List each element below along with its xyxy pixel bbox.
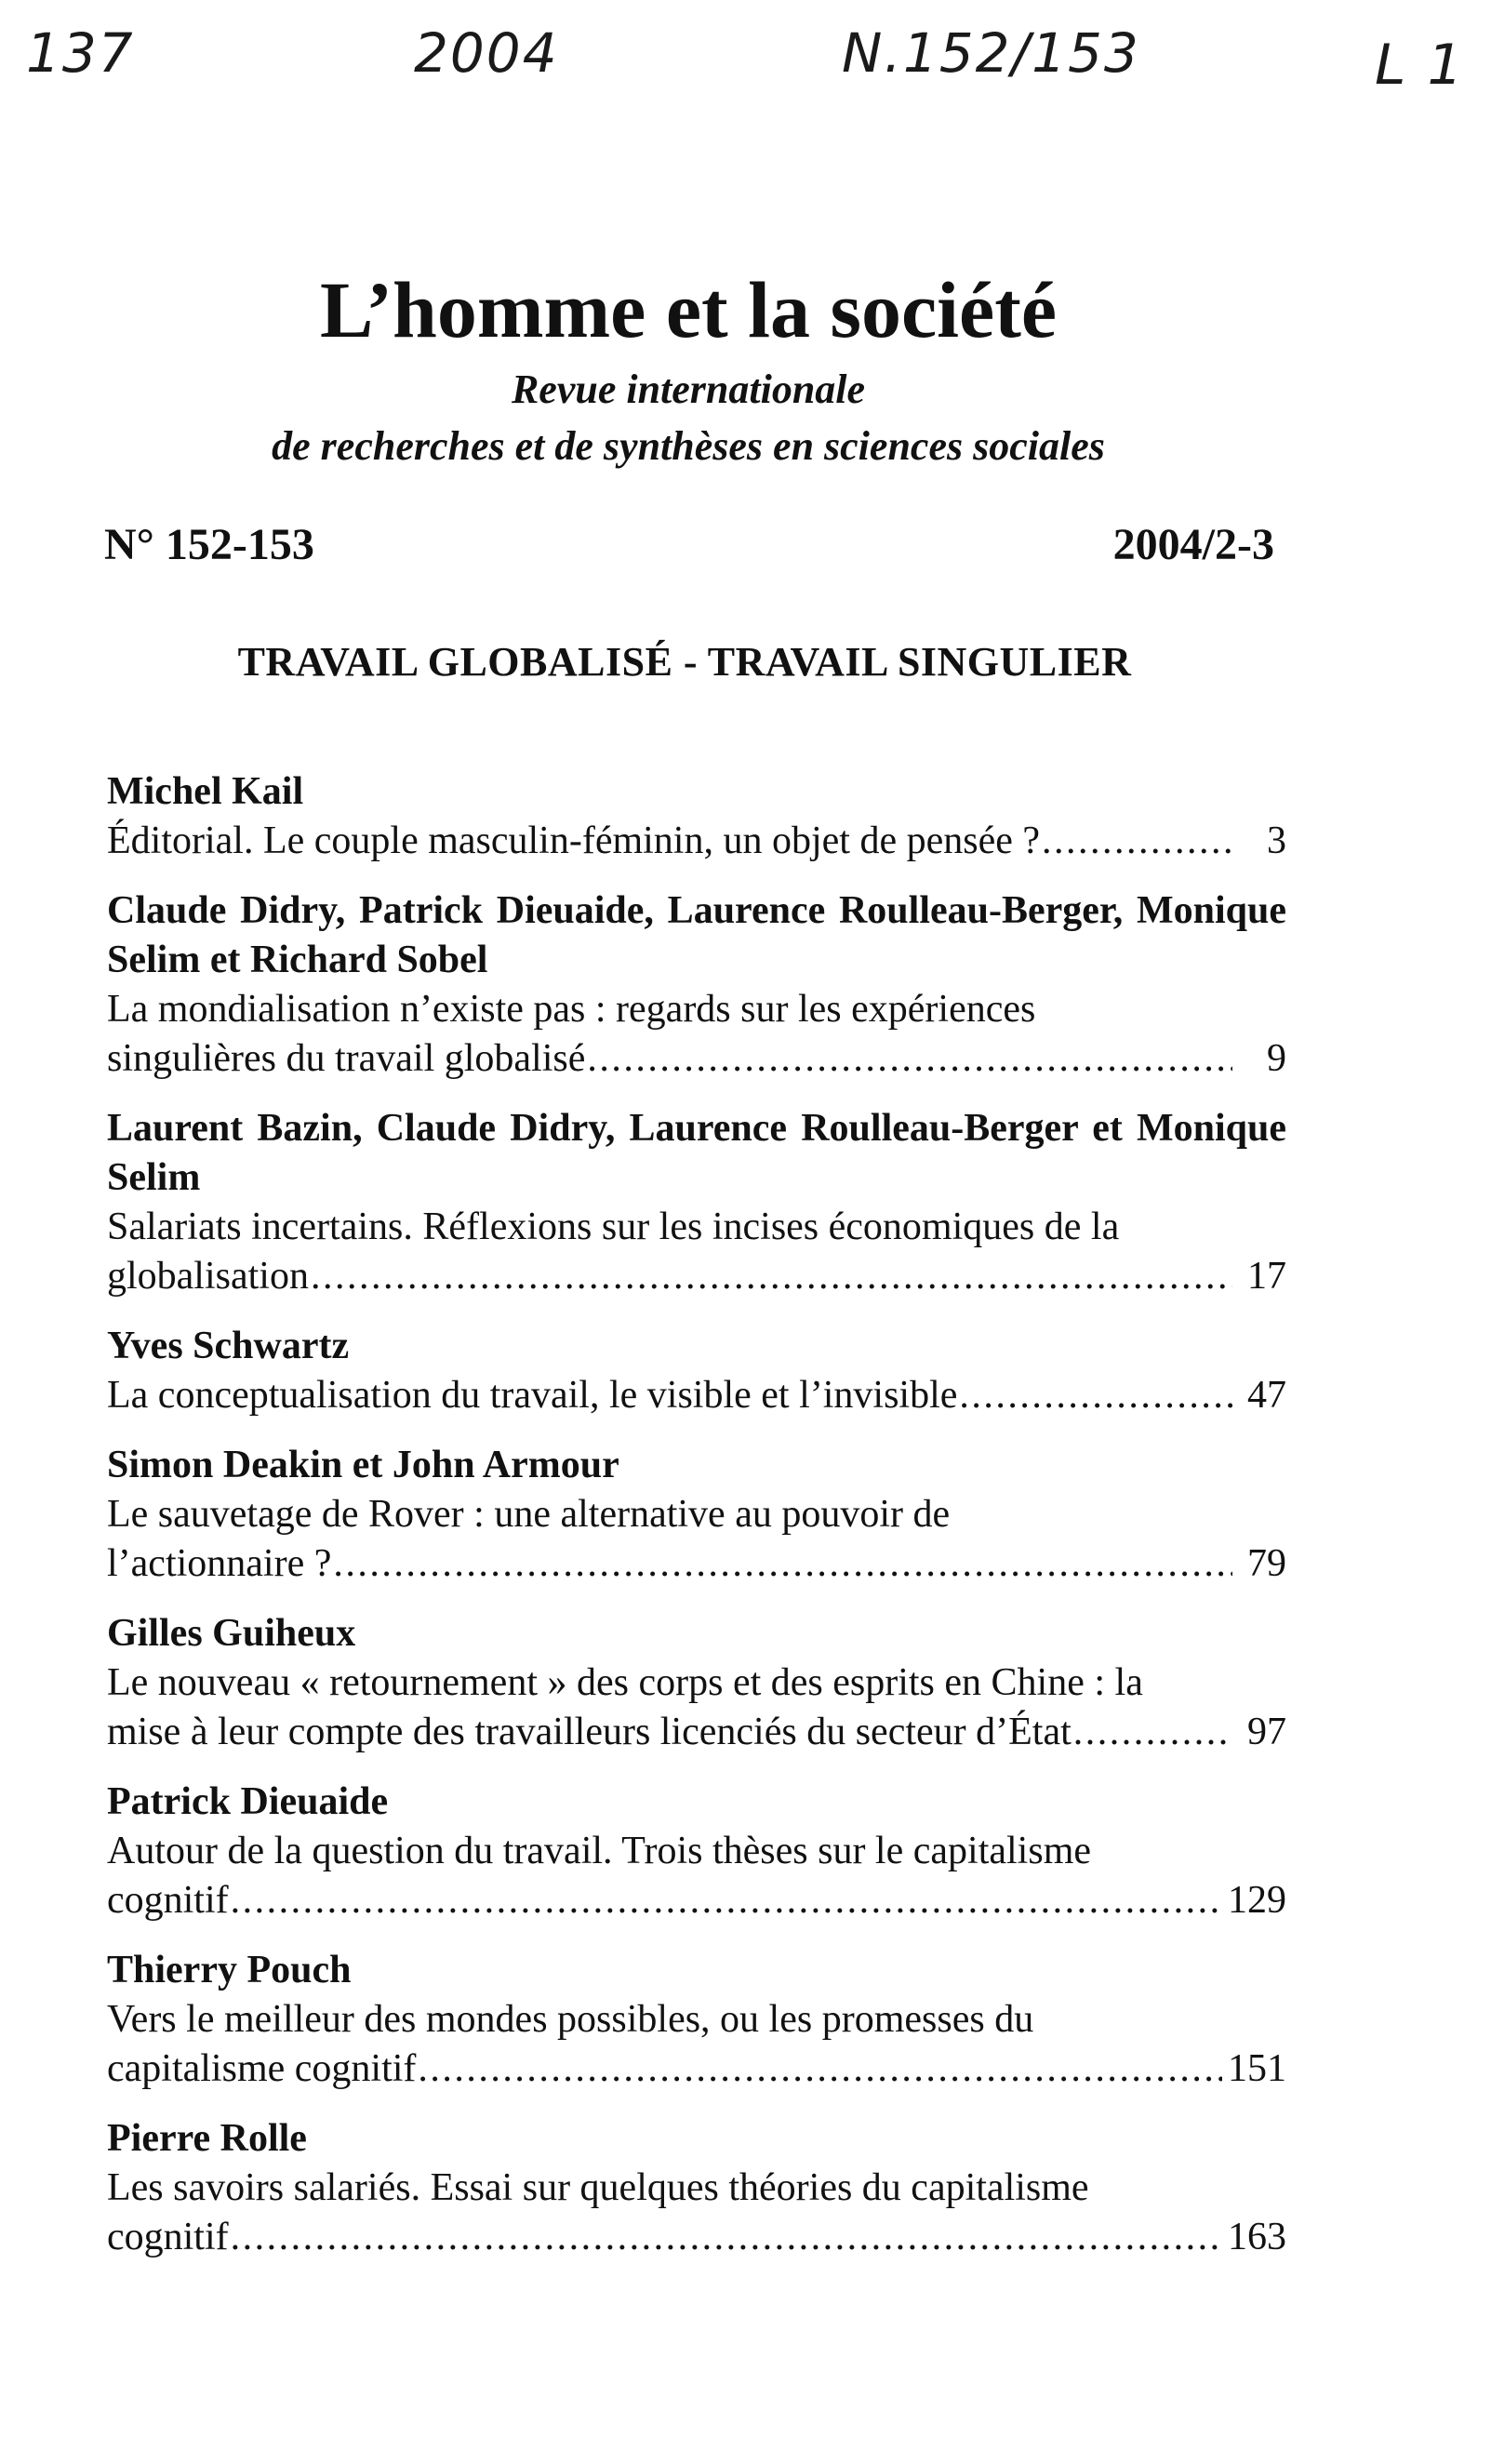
toc-author: Simon Deakin et John Armour — [107, 1444, 619, 1486]
toc-page-number: 151 — [1228, 2047, 1286, 2090]
handwritten-year: 2004 — [414, 21, 559, 85]
toc-title-end: cognitif — [107, 1879, 229, 1922]
toc-author: Thierry Pouch — [107, 1949, 352, 1991]
handwritten-ref-number: 137 — [26, 21, 135, 85]
toc-title: Le nouveau « retournement » des corps et des esprits en Chine : la — [107, 1661, 1143, 1704]
toc-title-end: capitalisme cognitif — [107, 2047, 417, 2090]
toc-page-number: 17 — [1247, 1255, 1286, 1298]
toc-entry — [107, 1946, 1286, 2094]
toc-entry — [107, 2114, 1286, 2262]
toc-last-line — [107, 2044, 1286, 2094]
toc-article[interactable] — [107, 1203, 1286, 1301]
toc-title: La mondialisation n’existe pas : regards sur les expériences — [107, 988, 1036, 1031]
issue-row — [104, 520, 1274, 569]
toc-title-end: mise à leur compte des travailleurs licenciés du secteur d’État — [107, 1711, 1072, 1753]
dot-leader — [1073, 1708, 1232, 1757]
toc-title: Autour de la question du travail. Trois thèses sur le capitalisme — [107, 1830, 1091, 1872]
toc-last-line — [107, 1034, 1286, 1084]
dot-leader — [587, 1034, 1232, 1084]
toc-article[interactable] — [107, 1371, 1286, 1420]
toc-page-number: 9 — [1267, 1037, 1286, 1080]
toc-author: Patrick Dieuaide — [107, 1780, 389, 1823]
toc-title: Le sauvetage de Rover : une alternative au pouvoir de — [107, 1493, 951, 1536]
toc-entry — [107, 767, 1286, 866]
toc-page-number: 79 — [1247, 1542, 1286, 1585]
toc-entry — [107, 886, 1286, 1084]
toc-page-number: 3 — [1267, 819, 1286, 862]
toc-title: Salariats incertains. Réflexions sur les incises économiques de la — [107, 1205, 1120, 1248]
toc-page-number: 163 — [1228, 2216, 1286, 2258]
journal-subtitle-line2: de recherches et de synthèses en sciences sociales — [272, 423, 1105, 469]
toc-author: Pierre Rolle — [107, 2117, 307, 2160]
toc-last-line — [107, 1252, 1286, 1301]
dot-leader — [231, 2213, 1222, 2262]
toc-article[interactable] — [107, 2164, 1286, 2262]
dot-leader — [1042, 817, 1232, 866]
toc-last-line — [107, 1539, 1286, 1589]
dot-leader — [333, 1539, 1232, 1589]
toc-page-number: 129 — [1228, 1879, 1286, 1922]
toc-author: Michel Kail — [107, 770, 304, 813]
toc-article[interactable] — [107, 1827, 1286, 1925]
toc-last-line — [107, 2213, 1286, 2262]
toc-page-number: 97 — [1247, 1711, 1286, 1753]
toc-title: Vers le meilleur des mondes possibles, ou les promesses du — [107, 1998, 1034, 2041]
toc-title-end: Éditorial. Le couple masculin-féminin, un objet de pensée ? — [107, 819, 1040, 862]
toc-title: Les savoirs salariés. Essai sur quelques théories du capitalisme — [107, 2166, 1089, 2209]
toc-article[interactable] — [107, 985, 1286, 1084]
handwritten-issue: N.152/153 — [842, 21, 1140, 85]
handwritten-shelf-mark: L 1 — [1375, 33, 1465, 98]
toc-author: Yves Schwartz — [107, 1325, 350, 1367]
dot-leader — [959, 1371, 1232, 1420]
toc-last-line — [107, 1371, 1286, 1420]
toc-article[interactable] — [107, 1995, 1286, 2094]
dot-leader — [231, 1876, 1222, 1925]
toc-author: Claude Didry, Patrick Dieuaide, Laurence Roulleau-Berger, Monique Selim et Richard Sobel — [107, 889, 1286, 981]
toc-title-end: l’actionnaire ? — [107, 1542, 332, 1585]
dot-leader — [311, 1252, 1232, 1301]
toc-article[interactable] — [107, 817, 1286, 866]
toc-entry — [107, 1322, 1286, 1420]
toc-page-number: 47 — [1247, 1374, 1286, 1417]
toc-last-line — [107, 817, 1286, 866]
issue-theme: TRAVAIL GLOBALISÉ - TRAVAIL SINGULIER — [237, 639, 1132, 685]
toc-title-end: globalisation — [107, 1255, 309, 1298]
toc-entry — [107, 1441, 1286, 1589]
dot-leader — [418, 2044, 1222, 2094]
toc-author: Laurent Bazin, Claude Didry, Laurence Roulleau-Berger et Monique Selim — [107, 1107, 1286, 1199]
toc-last-line — [107, 1876, 1286, 1925]
toc-title-end: cognitif — [107, 2216, 229, 2258]
journal-title: L’homme et la société — [319, 265, 1058, 354]
toc-entry — [107, 1609, 1286, 1757]
issue-number: N° 152-153 — [104, 520, 314, 569]
toc-last-line — [107, 1708, 1286, 1757]
toc-article[interactable] — [107, 1490, 1286, 1589]
toc-title-end: La conceptualisation du travail, le visible et l’invisible — [107, 1374, 958, 1417]
table-of-contents — [107, 767, 1286, 2283]
toc-article[interactable] — [107, 1658, 1286, 1757]
toc-title-end: singulières du travail globalisé — [107, 1037, 586, 1080]
journal-subtitle-line1: Revue internationale — [511, 366, 866, 412]
toc-entry — [107, 1104, 1286, 1301]
issue-date: 2004/2-3 — [1112, 520, 1274, 569]
toc-entry — [107, 1778, 1286, 1925]
toc-author: Gilles Guiheux — [107, 1612, 356, 1655]
